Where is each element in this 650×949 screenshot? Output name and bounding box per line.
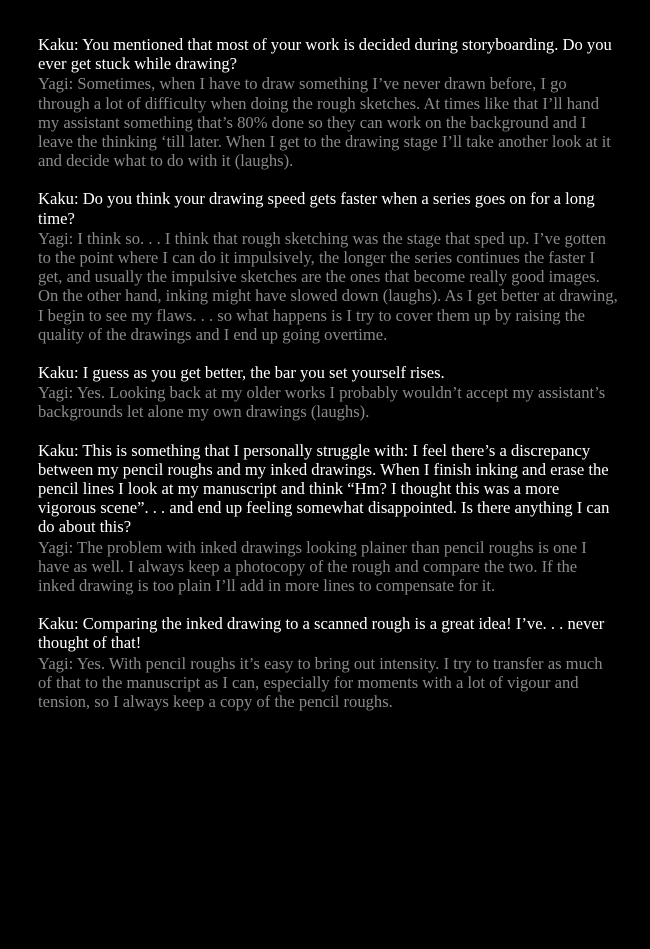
interview-exchange <box>38 614 618 711</box>
kaku-question: Kaku: This is something that I personally struggle with: I feel there’s a discrepancy between my pencil roughs and my inked drawings. When I finish inking and erase the pencil lines I look at my manuscript and think “Hm? I thought this was a more vigorous scene”. . . and end up feeling somewhat disappointed. Is there anything I can do about this? <box>38 440 610 537</box>
kaku-question: Kaku: Comparing the inked drawing to a scanned rough is a great idea! I’ve. . . never thought of that! <box>38 614 605 653</box>
yagi-answer: Yagi: The problem with inked drawings looking plainer than pencil roughs is one I have as well. I always keep a photocopy of the rough and compare the two. If the inked drawing is too plain I’ll add in more lines to compensate for it. <box>38 537 587 596</box>
yagi-answer: Yagi: Yes. With pencil roughs it’s easy to bring out intensity. I try to transfer as much of that to the manuscript as I can, especially for moments with a lot of vigour and tension, so I always keep a copy of the pencil roughs. <box>38 653 603 712</box>
yagi-answer: Yagi: I think so. . . I think that rough sketching was the stage that sped up. I’ve gotten to the point where I can do it impulsively, the longer the series continues the faster I get, and usually the impulsive sketches are the ones that become really good images. On the other hand, inking might have slowed down (laughs). As I get better at drawing, I begin to see my flaws. . . so what happens is I try to cover them up by raising the quality of the drawings and I end up going overtime. <box>38 228 618 344</box>
interview-exchange <box>38 441 618 596</box>
kaku-question: Kaku: You mentioned that most of your work is decided during storyboarding. Do you ever get stuck while drawing? <box>38 35 612 74</box>
interview-exchange <box>38 363 618 422</box>
kaku-question: Kaku: I guess as you get better, the bar you set yourself rises. <box>38 363 445 383</box>
interview-exchange <box>38 35 618 170</box>
kaku-question: Kaku: Do you think your drawing speed gets faster when a series goes on for a long time? <box>38 189 595 228</box>
yagi-answer: Yagi: Sometimes, when I have to draw something I’ve never drawn before, I go through a lot of difficulty when doing the rough sketches. At times like that I’ll hand my assistant something that’s 80% done so they can work on the background and I leave the thinking ‘till later. When I get to the drawing stage I’ll take another look at it and decide what to do with it (laughs). <box>38 74 611 171</box>
interview-exchange <box>38 189 618 344</box>
yagi-answer: Yagi: Yes. Looking back at my older works I probably wouldn’t accept my assistant’s backgrounds let alone my own drawings (laughs). <box>38 383 606 422</box>
interview-page <box>38 35 618 730</box>
